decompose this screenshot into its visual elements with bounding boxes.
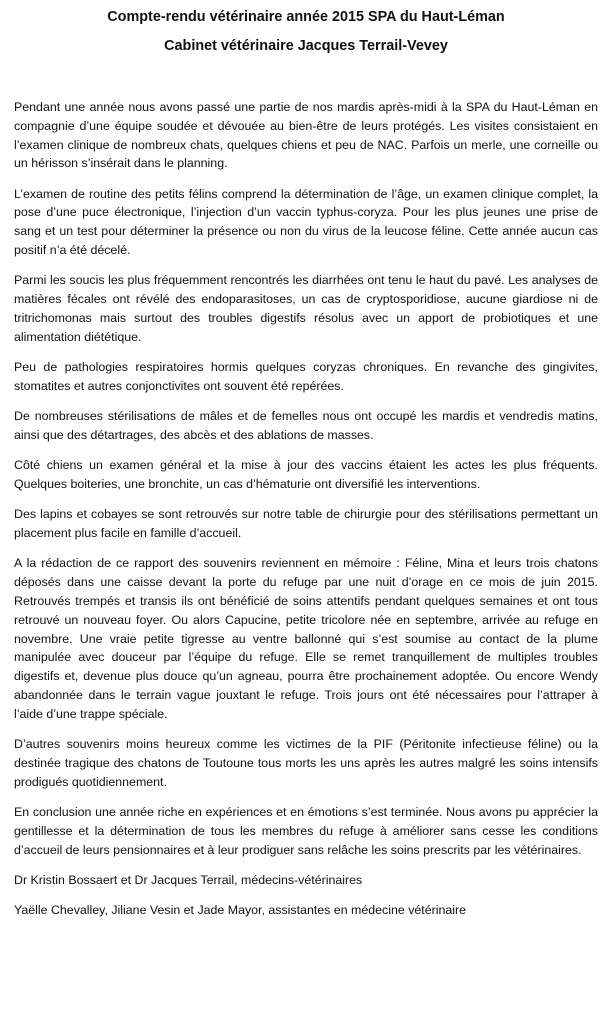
signature-doctors: Dr Kristin Bossaert et Dr Jacques Terrail, médecins-vétérinaires: [14, 872, 363, 887]
paragraph-routine-exam: L’examen de routine des petits félins comprend la détermination de l’âge, un examen clinique complet, la pose d’une puce électronique, l’injection d’un vaccin typhus-coryza. Pour les plus jeunes une prise de sang et un test pour déterminer la présence ou non du virus de la leucose féline. Cette année aucun cas positif n’a été décelé.: [14, 186, 598, 258]
document-subtitle: Cabinet vétérinaire Jacques Terrail-Vevey: [164, 38, 448, 54]
paragraph-digestive-issues: Parmi les soucis les plus fréquemment rencontrés les diarrhées ont tenu le haut du pavé. Les analyses de matières fécales ont révélé des endoparasitoses, un cas de cryptosporidiose, aucune giardiose ni de tritrichomonas mais surtout des troubles digestifs résolus avec un apport de probiotiques et une alimentation diététique.: [14, 273, 598, 344]
document-title: Compte-rendu vétérinaire année 2015 SPA du Haut-Léman: [107, 9, 505, 25]
paragraph-respiratory: Peu de pathologies respiratoires hormis quelques coryzas chroniques. En revanche des gingivites, stomatites et autres conjonctivites ont souvent été repérées.: [14, 360, 598, 393]
signature-assistants: Yaëlle Chevalley, Jiliane Vesin et Jade Mayor, assistantes en médecine vétérinaire: [14, 903, 467, 918]
paragraph-intro: Pendant une année nous avons passé une partie de nos mardis après-midi à la SPA du Haut-Léman en compagnie d’une équipe soudée et dévouée au bien-être de leurs protégés. Les visites consistaient en l’examen clinique de nombreux chats, quelques chiens et peu de NAC. Parfois un merle, une corneille ou un hérisson s’insérait dans le planning.: [14, 100, 598, 171]
paragraph-sad-memories: D’autres souvenirs moins heureux comme les victimes de la PIF (Péritonite infectieuse féline) ou la destinée tragique des chatons de Toutoune tous morts les uns après les autres malgré les soins intensifs prodigués quotidiennement.: [14, 737, 598, 789]
document-body: [14, 98, 598, 920]
paragraph-dogs: Côté chiens un examen général et la mise à jour des vaccins étaient les actes les plus fréquents. Quelques boiteries, une bronchite, un cas d’hématurie ont diversifié les interventions.: [14, 458, 598, 492]
paragraph-rabbits: Des lapins et cobayes se sont retrouvés sur notre table de chirurgie pour des stérilisations permettant un placement plus facile en famille d’accueil.: [14, 507, 598, 541]
paragraph-conclusion: En conclusion une année riche en expériences et en émotions s’est terminée. Nous avons pu apprécier la gentillesse et la détermination de tous les membres du refuge à améliorer sans cesse les conditions d’accueil de leurs pensionnaires et à leur prodiguer sans relâche les soins prescrits par les vétérinaires.: [14, 805, 598, 857]
paragraph-sterilisations: De nombreuses stérilisations de mâles et de femelles nous ont occupé les mardis et vendredis matins, ainsi que des détartrages, des abcès et des ablations de masses.: [14, 409, 598, 442]
paragraph-memories: A la rédaction de ce rapport des souvenirs reviennent en mémoire : Féline, Mina et leurs trois chatons déposés dans une caisse devant la porte du refuge par une nuit d’orage en ce mois de juin 2015. Retrouvés trempés et transis ils ont bénéficié de soins attentifs pendant quelques semaines et ont tous retrouvé un nouveau foyer. Ou alors Capucine, petite tricolore née en septembre, arrivée au refuge en novembre. Une vraie petite tigresse au ventre ballonné qui s’est soumise au contact de la plume manipulée avec douceur par l’équipe du refuge. Elle se remet tranquillement de multiples troubles digestifs et, devenue plus douce qu’un agneau, pourra être prochainement adoptée. Ou encore Wendy abandonnée dans le terrain vague jouxtant le refuge. Trois jours ont été nécessaires pour l’attraper à l’aide d’une trappe spéciale.: [14, 556, 598, 721]
